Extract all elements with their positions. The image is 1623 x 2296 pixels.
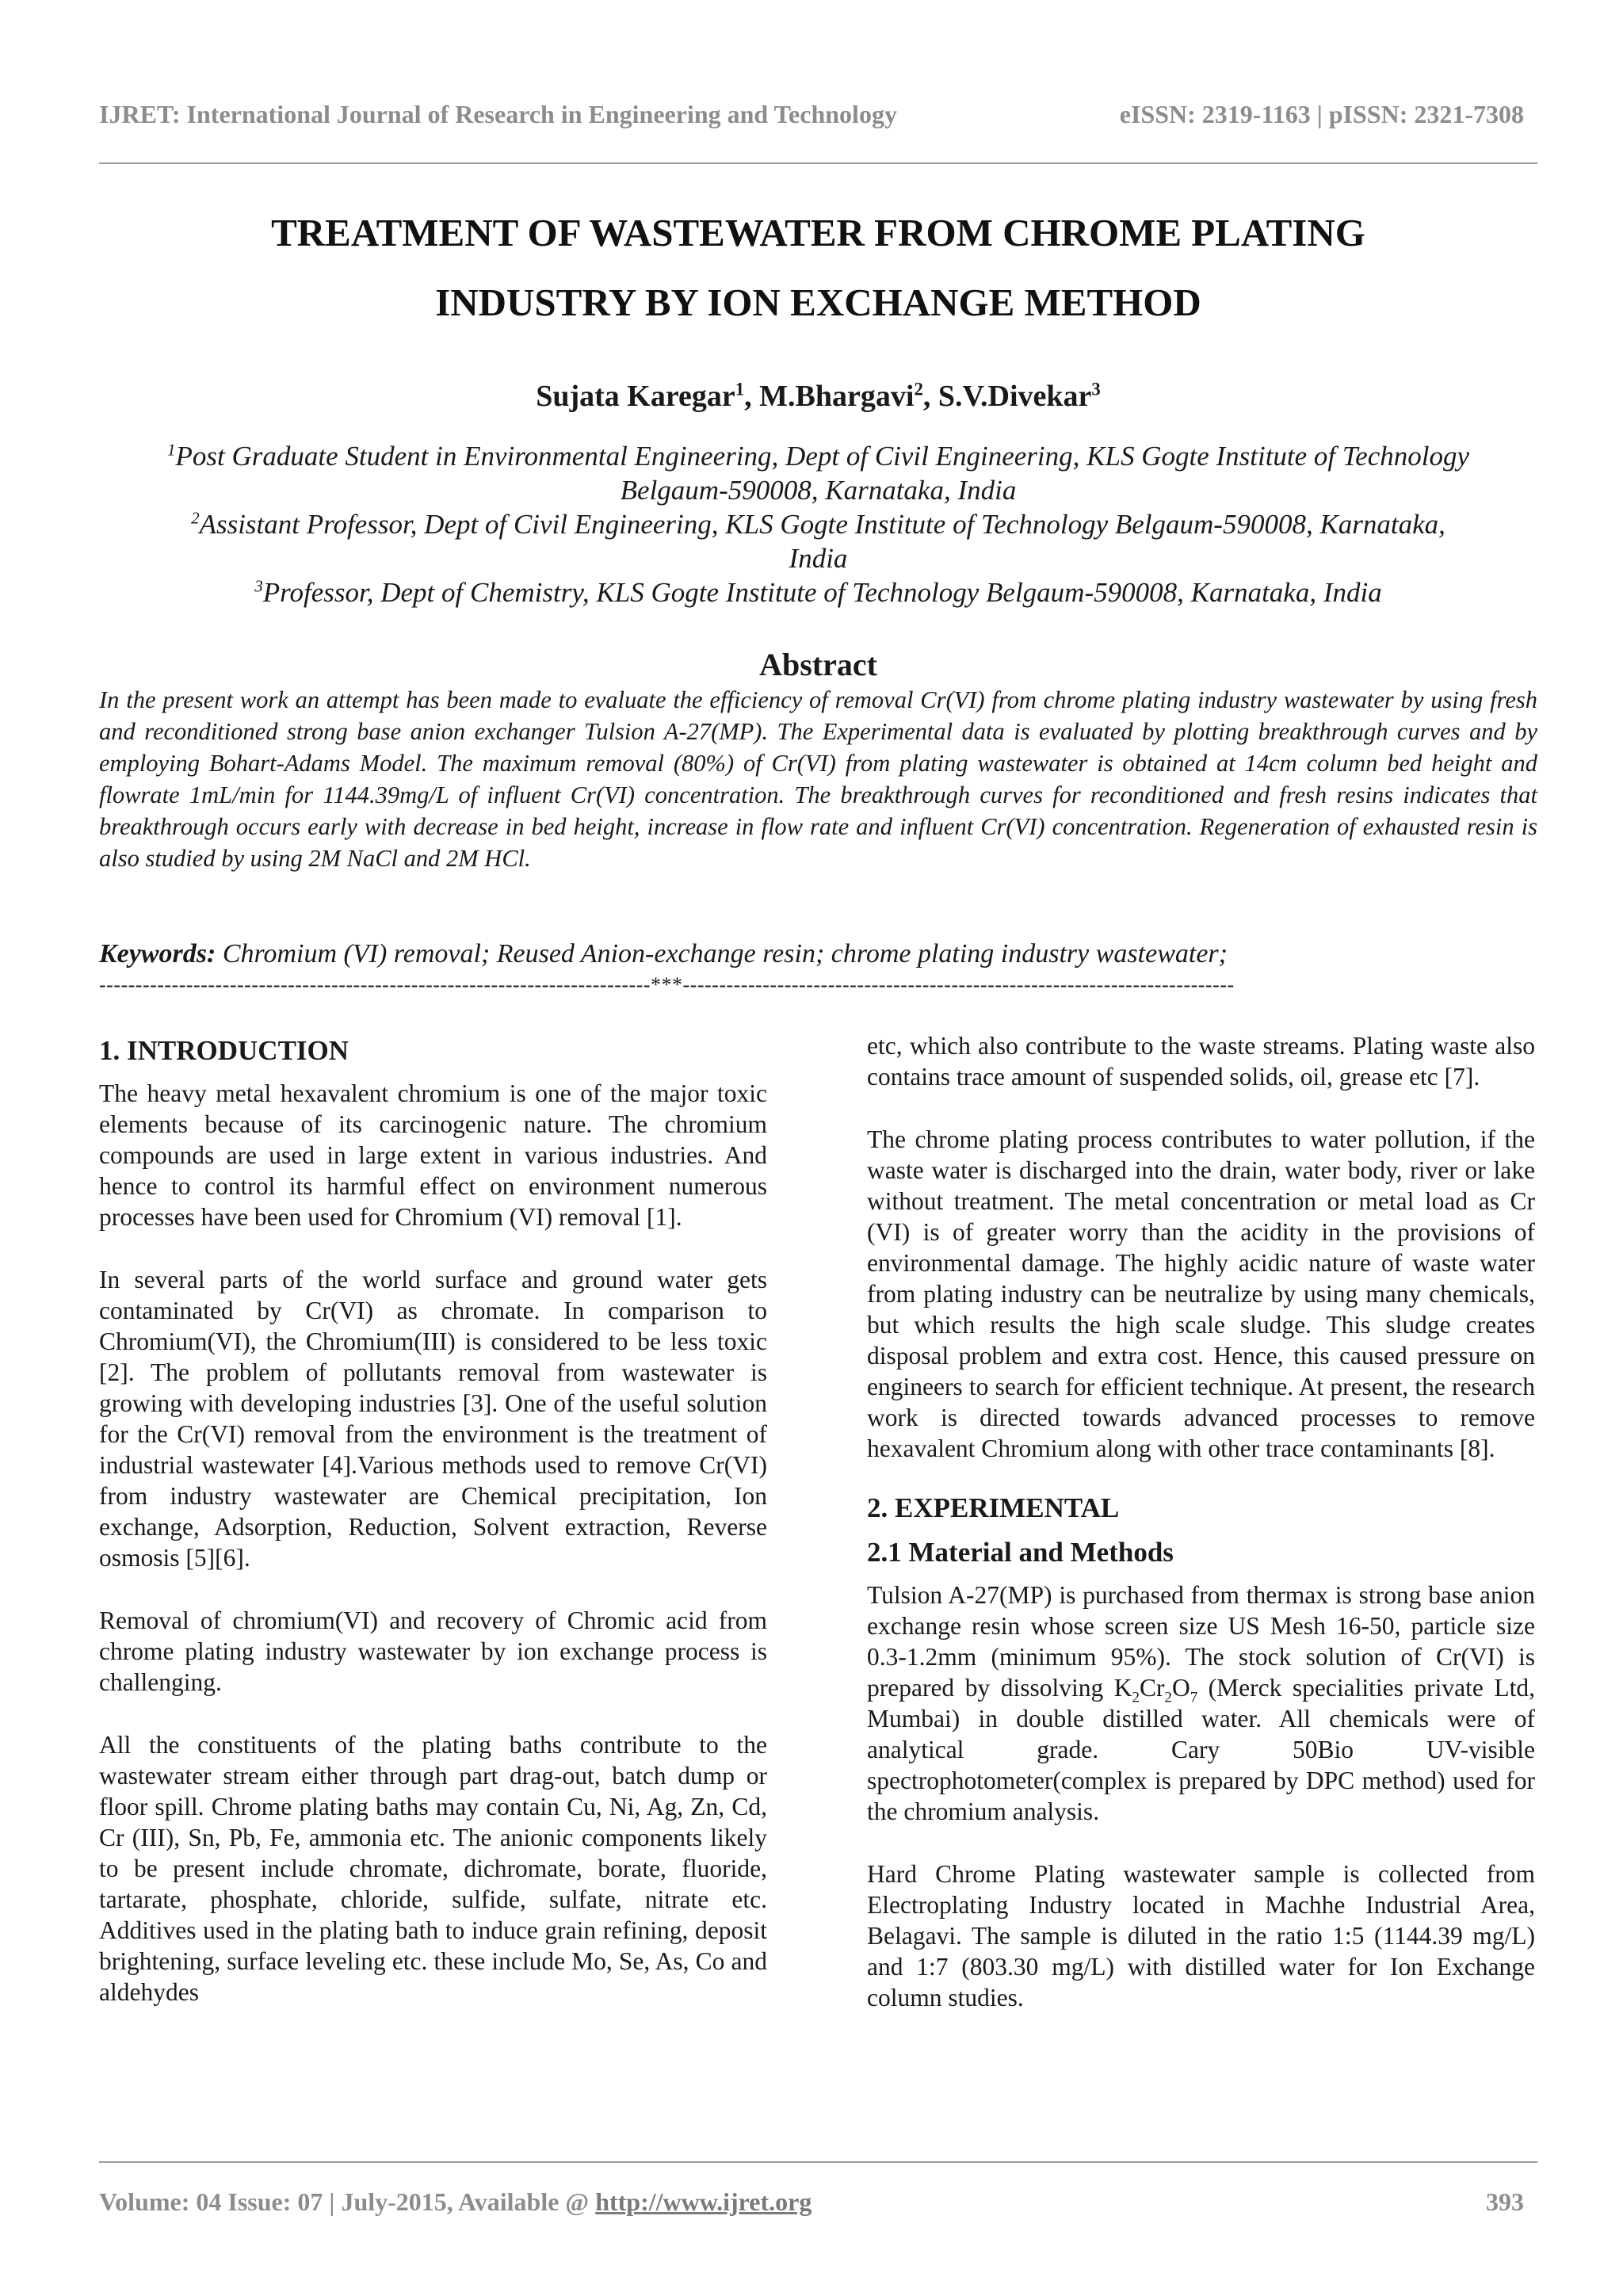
section-separator: ----------------------------------------------------------------------------***---------------------------------------------------------------------------- bbox=[99, 973, 1235, 996]
affiliation-sup: 3 bbox=[254, 576, 263, 596]
header-rule bbox=[99, 162, 1537, 164]
author-name: S.V.Divekar bbox=[938, 380, 1092, 413]
journal-header: IJRET: International Journal of Research in Engineering and Technology bbox=[99, 100, 897, 128]
journal-link[interactable]: http://www.ijret.org bbox=[595, 2187, 812, 2216]
affiliation-text: Professor, Dept of Chemistry, KLS Gogte Institute of Technology Belgaum-590008, Karnataka, India bbox=[262, 577, 1382, 608]
author-sup: 3 bbox=[1091, 379, 1101, 399]
footer-volume bbox=[99, 2187, 812, 2217]
keywords bbox=[99, 939, 1537, 969]
subscript: 2 bbox=[1132, 1689, 1140, 1706]
author-name: Sujata Karegar bbox=[536, 380, 735, 413]
affiliation-2-cont: India bbox=[789, 543, 848, 574]
affiliation-text: Assistant Professor, Dept of Civil Engineering, KLS Gogte Institute of Technology Belgaum-590008, Karnataka, bbox=[199, 509, 1445, 540]
author-sup: 1 bbox=[735, 379, 745, 399]
abstract-text: In the present work an attempt has been made to evaluate the efficiency of removal Cr(VI) from chrome plating industry wastewater by using fresh and reconditioned strong base anion exchanger Tulsion A-27(MP). The Experimental data is evaluated by plotting breakthrough curves and by employing Bohart-Adams Model. The maximum removal (80%) of Cr(VI) from plating wastewater is obtained at 14cm column bed height and flowrate 1mL/min for 1144.39mg/L of influent Cr(VI) concentration. The breakthrough curves for reconditioned and fresh resins indicates that breakthrough occurs early with decrease in bed height, increase in flow rate and influent Cr(VI) concentration. Regeneration of exhausted resin is also studied by using 2M NaCl and 2M HCl. bbox=[99, 686, 1537, 872]
page-number: 393 bbox=[1486, 2187, 1524, 2216]
text-run: Cr bbox=[1139, 1674, 1165, 1702]
abstract-heading: Abstract bbox=[759, 647, 877, 682]
paragraph bbox=[867, 1580, 1535, 1827]
author-sep: , bbox=[744, 380, 760, 413]
issn-header: eISSN: 2319-1163 | pISSN: 2321-7308 bbox=[1119, 100, 1524, 128]
affiliation-1-cont: Belgaum-590008, Karnataka, India bbox=[620, 475, 1017, 506]
text-run: Tulsion A-27(MP) is purchased from thermax is strong base anion exchange resin whose screen size US Mesh 16-50, particle size 0.3-1.2mm (minimum 95%). The stock solution of Cr(VI) is prepared by dissolving K bbox=[867, 1581, 1535, 1702]
title-line-1: TREATMENT OF WASTEWATER FROM CHROME PLATING bbox=[271, 211, 1365, 254]
affiliation-sup: 2 bbox=[191, 508, 200, 528]
paragraph: Removal of chromium(VI) and recovery of Chromic acid from chrome plating industry wastewater by ion exchange process is challenging. bbox=[99, 1606, 767, 1696]
author-name: M.Bhargavi bbox=[759, 380, 915, 413]
affiliations bbox=[99, 439, 1537, 609]
paragraph: Hard Chrome Plating wastewater sample is collected from Electroplating Industry located in Machhe Industrial Area, Belagavi. The sample is diluted in the ratio 1:5 (1144.39 mg/L) and 1:7 (803.30 mg/L) with distilled water for Ion Exchange column studies. bbox=[867, 1860, 1535, 2011]
footer-volume-text: Volume: 04 Issue: 07 | July-2015, Available @ bbox=[99, 2187, 596, 2216]
section-heading-introduction: 1. INTRODUCTION bbox=[99, 1035, 349, 1066]
subscript: 7 bbox=[1190, 1689, 1198, 1706]
footer-rule bbox=[99, 2161, 1537, 2163]
subsection-heading-materials: 2.1 Material and Methods bbox=[867, 1537, 1174, 1568]
subscript: 2 bbox=[1164, 1689, 1172, 1706]
paragraph: The heavy metal hexavalent chromium is one of the major toxic elements because of its carcinogenic nature. The chromium compounds are used in large extent in various industries. And hence to control its harmful effect on environment numerous processes have been used for Chromium (VI) removal [1]. bbox=[99, 1079, 767, 1231]
author-list bbox=[99, 379, 1537, 414]
keywords-text: Chromium (VI) removal; Reused Anion-exchange resin; chrome plating industry wastewater; bbox=[216, 939, 1228, 968]
affiliation-sup: 1 bbox=[166, 440, 176, 460]
keywords-label: Keywords: bbox=[99, 939, 216, 968]
text-run: O bbox=[1171, 1674, 1190, 1702]
affiliation-2 bbox=[99, 507, 1537, 541]
affiliation-3 bbox=[99, 575, 1537, 609]
left-column bbox=[99, 1030, 767, 2039]
author-sep: , bbox=[922, 380, 938, 413]
section-heading-experimental: 2. EXPERIMENTAL bbox=[867, 1492, 1120, 1523]
right-column bbox=[867, 1030, 1535, 2045]
paper-title bbox=[99, 198, 1537, 338]
paragraph: All the constituents of the plating baths contribute to the wastewater stream either through part drag-out, batch dump or floor spill. Chrome plating baths may contain Cu, Ni, Ag, Zn, Cd, Cr (III), Sn, Pb, Fe, ammonia etc. The anionic components likely to be present include chromate, dichromate, borate, fluoride, tartarate, phosphate, chloride, sulfide, sulfate, nitrate etc. Additives used in the plating bath to induce grain refining, deposit brightening, surface leveling etc. these include Mo, Se, As, Co and aldehydes bbox=[99, 1731, 767, 2006]
affiliation-text: Post Graduate Student in Environmental Engineering, Dept of Civil Engineering, KLS Gogte Institute of Technology bbox=[175, 441, 1469, 472]
author-sup: 2 bbox=[914, 379, 923, 399]
title-line-2: INDUSTRY BY ION EXCHANGE METHOD bbox=[435, 281, 1201, 324]
affiliation-1 bbox=[99, 439, 1537, 473]
paragraph: The chrome plating process contributes to water pollution, if the waste water is discharged into the drain, water body, river or lake without treatment. The metal concentration or metal load as Cr (VI) is of greater worry than the acidity in the provisions of environmental damage. The highly acidic nature of waste water from plating industry can be neutralize by using many chemicals, but which results the high scale sludge. This sludge creates disposal problem and extra cost. Hence, this caused pressure on engineers to search for efficient technique. At present, the research work is directed towards advanced processes to remove hexavalent Chromium along with other trace contaminants [8]. bbox=[867, 1125, 1535, 1462]
paragraph: In several parts of the world surface and ground water gets contaminated by Cr(VI) as chromate. In comparison to Chromium(VI), the Chromium(III) is considered to be less toxic [2]. The problem of pollutants removal from wastewater is growing with developing industries [3]. One of the useful solution for the Cr(VI) removal from the environment is the treatment of industrial wastewater [4].Various methods used to remove Cr(VI) from industry wastewater are Chemical precipitation, Ion exchange, Adsorption, Reduction, Solvent extraction, Reverse osmosis [5][6]. bbox=[99, 1266, 767, 1572]
text-run: (Merck specialities private Ltd, Mumbai) in double distilled water. All chemicals were of analytical grade. Cary 50Bio UV-visible spectrophotometer(complex is prepared by DPC method) used for the chromium analysis. bbox=[867, 1674, 1535, 1825]
paragraph: etc, which also contribute to the waste streams. Plating waste also contains trace amount of suspended solids, oil, grease etc [7]. bbox=[867, 1032, 1535, 1091]
